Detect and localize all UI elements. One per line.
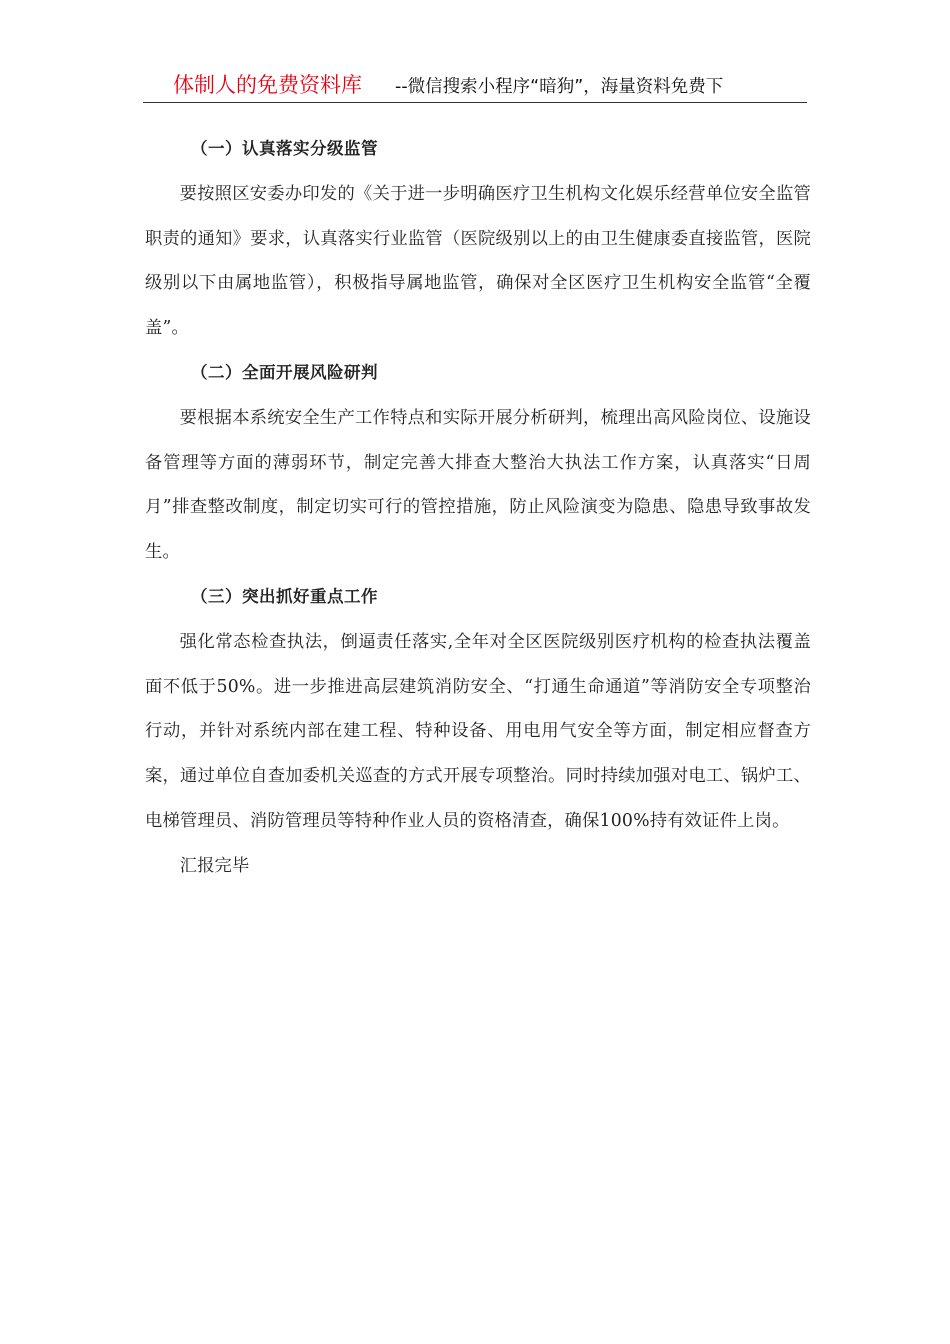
header-tagline: --微信搜索小程序“暗狗”，海量资料免费下 [395,77,724,97]
section-paragraph: 要根据本系统安全生产工作特点和实际开展分析研判，梳理出高风险岗位、设施设备管理等方面的薄弱环节，制定完善大排查大整治大执法工作方案，认真落实“日周月”排查整改制度，制定切实可行的管控措施，防止风险演变为隐患、隐患导致事故发生。 [145,407,811,563]
closing-line: 汇报完毕 [179,855,250,876]
page-header [143,70,807,103]
section-heading: （二）全面开展风险研判 [191,362,378,382]
section-paragraph: 要按照区安委办印发的《关于进一步明确医疗卫生机构文化娱乐经营单位安全监管职责的通知》要求，认真落实行业监管（医院级别以上的由卫生健康委直接监管，医院级别以下由属地监管），积极指导属地监管，确保对全区医疗卫生机构安全监管“全覆盖”。 [145,183,811,339]
document-body [145,127,811,889]
header-brand: 体制人的免费资料库 [173,73,362,97]
section-paragraph: 强化常态检查执法，倒逼责任落实,全年对全区医院级别医疗机构的检查执法覆盖面不低于50%。进一步推进高层建筑消防安全、“打通生命通道”等消防安全专项整治行动，并针对系统内部在建工程、特种设备、用电用气安全等方面，制定相应督查方案，通过单位自查加委机关巡查的方式开展专项整治。同时持续加强对电工、锅炉工、电梯管理员、消防管理员等特种作业人员的资格清查，确保100%持有效证件上岗。 [145,631,811,831]
section-heading: （一）认真落实分级监管 [191,139,378,158]
section-heading: （三）突出抓好重点工作 [191,586,378,606]
